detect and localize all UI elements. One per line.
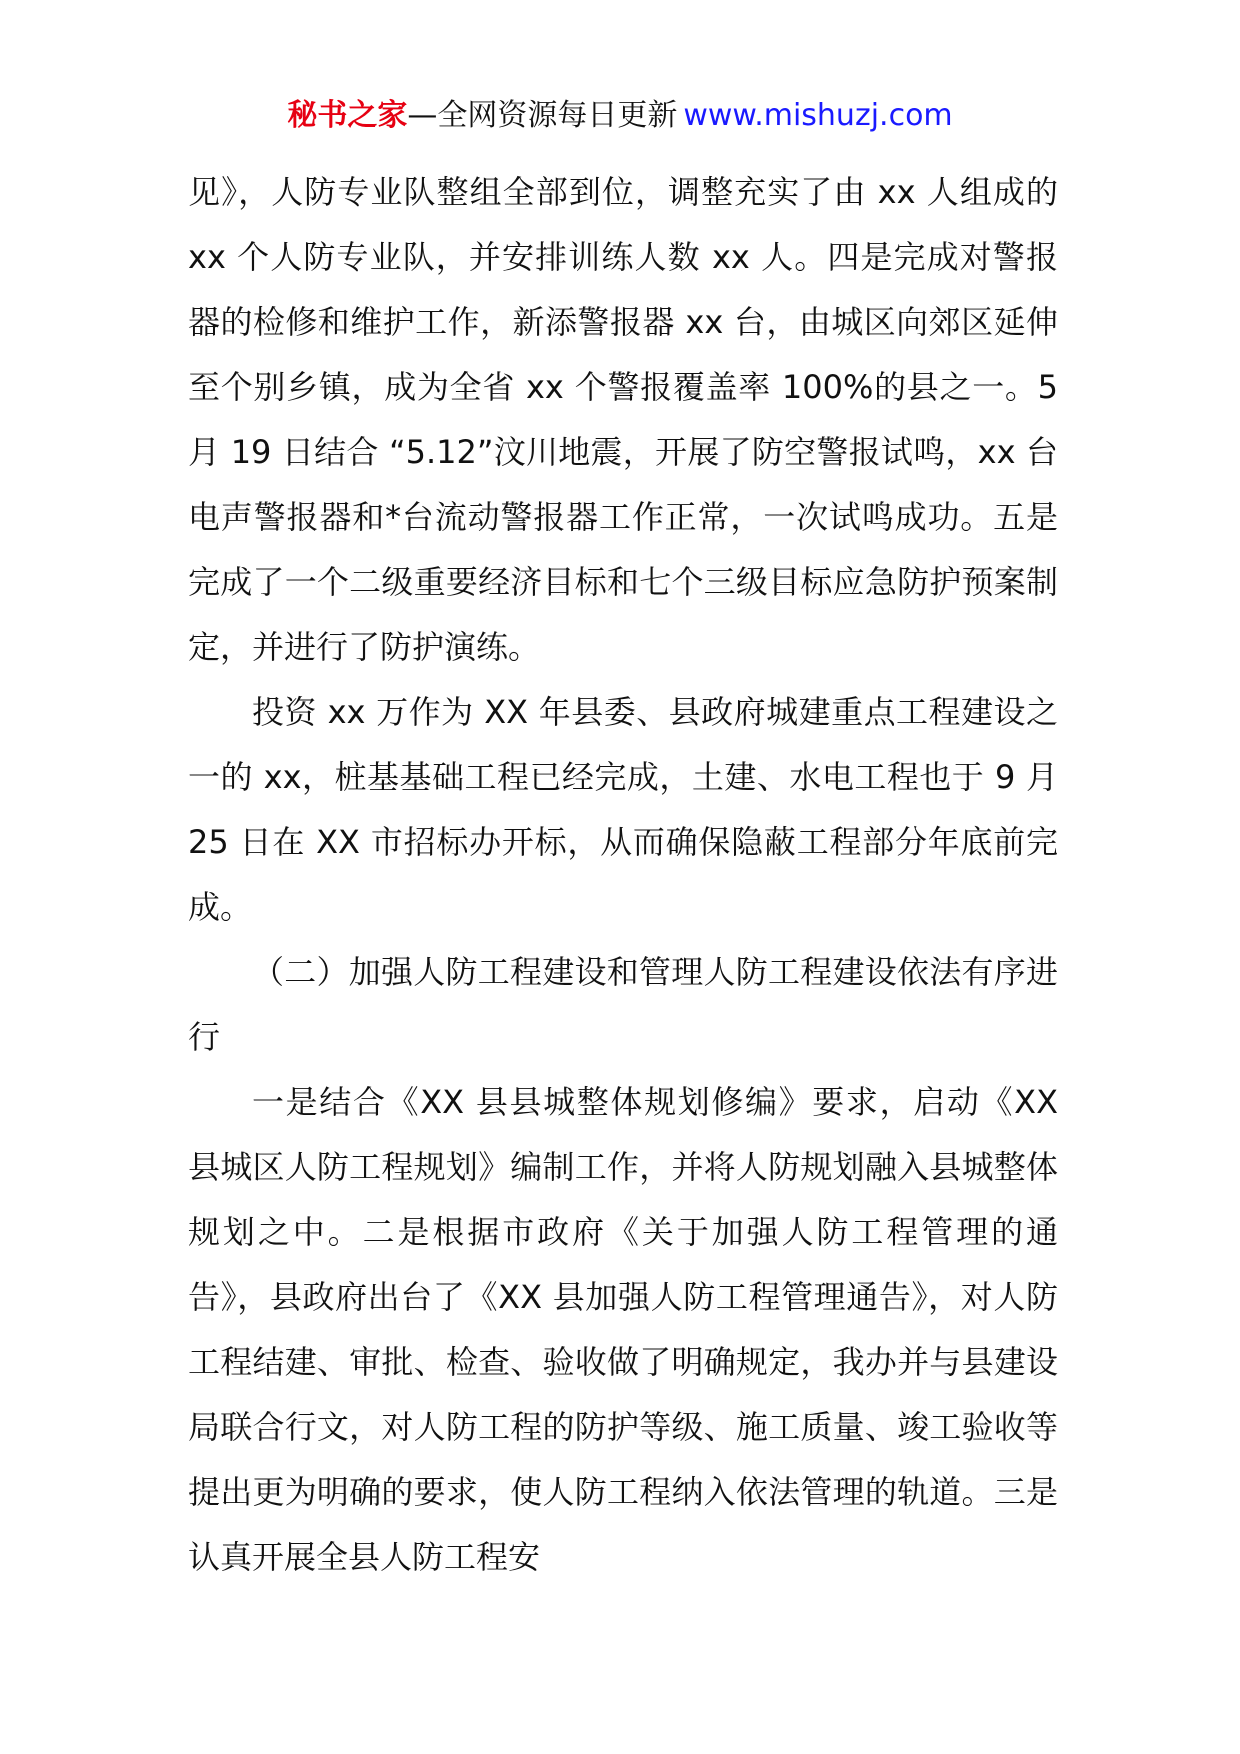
- document-body: [188, 160, 1058, 1590]
- header-tagline: —全网资源每日更新: [407, 98, 678, 133]
- site-header: [0, 96, 1240, 136]
- paragraph-continuation: 见》，人防专业队整组全部到位，调整充实了由 xx 人组成的 xx 个人防专业队，并安排训练人数 xx 人。四是完成对警报器的检修和维护工作，新添警报器 xx 台，由城区向郊区延伸至个别乡镇，成为全省 xx 个警报覆盖率 100%的县之一。5 月 19 日结合 “5.12”汶川地震，开展了防空警报试鸣，xx 台电声警报器和*台流动警报器工作正常，一次试鸣成功。五是完成了一个二级重要经济目标和七个三级目标应急防护预案制定，并进行了防护演练。: [188, 173, 1058, 666]
- site-url-link[interactable]: www.mishuzj.com: [683, 98, 953, 133]
- section-heading-2: （二）加强人防工程建设和管理人防工程建设依法有序进行: [188, 953, 1058, 1056]
- brand-name: 秘书之家: [287, 98, 408, 133]
- paragraph-engineering-management: 一是结合《XX 县县城整体规划修编》要求，启动《XX 县城区人防工程规划》编制工作，并将人防规划融入县城整体规划之中。二是根据市政府《关于加强人防工程管理的通告》，县政府出台了《XX 县加强人防工程管理通告》，对人防工程结建、审批、检查、验收做了明确规定，我办并与县建设局联合行文，对人防工程的防护等级、施工质量、竣工验收等提出更为明确的要求，使人防工程纳入依法管理的轨道。三是认真开展全县人防工程安: [188, 1083, 1058, 1576]
- paragraph-investment: 投资 xx 万作为 XX 年县委、县政府城建重点工程建设之一的 xx，桩基基础工程已经完成，土建、水电工程也于 9 月 25 日在 XX 市招标办开标，从而确保隐蔽工程部分年底前完成。: [188, 693, 1058, 926]
